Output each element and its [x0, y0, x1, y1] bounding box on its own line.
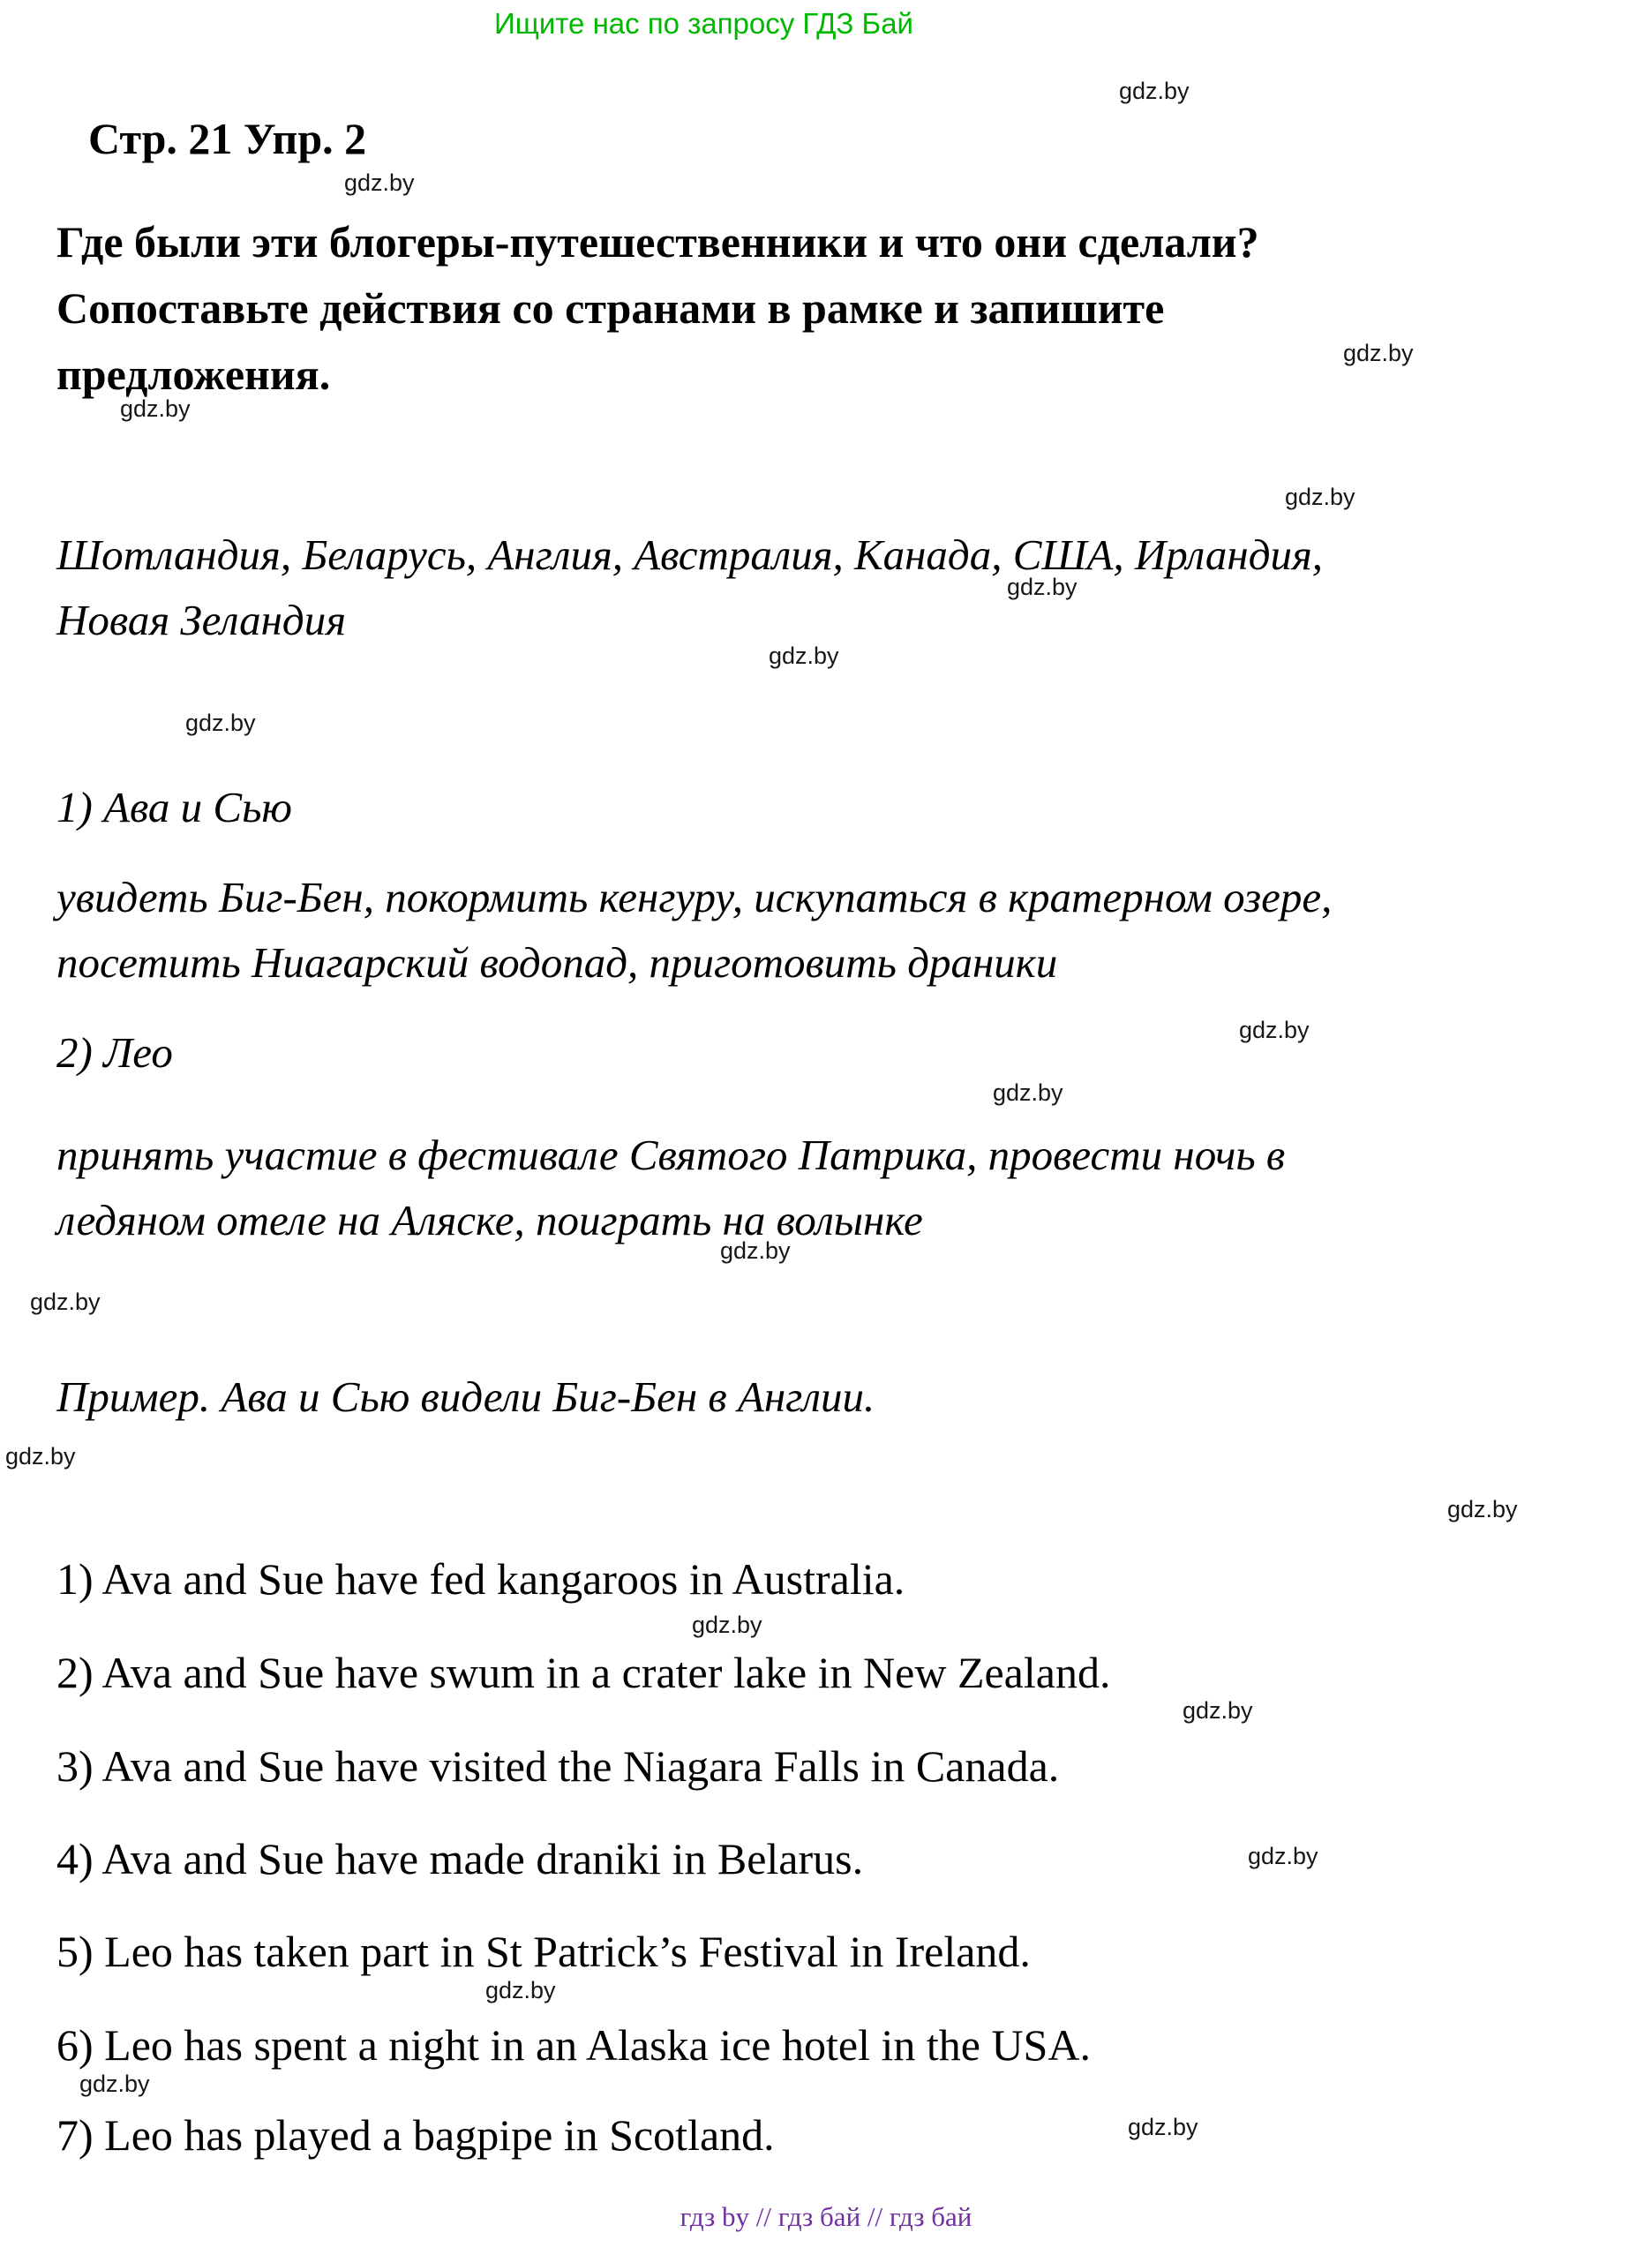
blogger2-actions-line: принять участие в фестивале Святого Патрика, провести ночь в [56, 1131, 1286, 1179]
gdz-watermark: gdz.by [79, 2071, 150, 2097]
gdz-watermark: gdz.by [1128, 2114, 1198, 2140]
gdz-watermark: gdz.by [1248, 1843, 1318, 1869]
gdz-watermark: gdz.by [692, 1612, 762, 1638]
gdz-watermark: gdz.by [720, 1237, 791, 1264]
blogger1-actions-line: увидеть Биг-Бен, покормить кенгуру, искупаться в кратерном озере, [56, 873, 1333, 921]
blogger1-actions [56, 865, 1610, 996]
gdz-watermark: gdz.by [1343, 340, 1414, 366]
answer-item: 6) Leo has spent a night in an Alaska ice hotel in the USA. [56, 2020, 1091, 2070]
blogger2-actions [56, 1123, 1610, 1253]
blogger1-actions-line: посетить Ниагарский водопад, приготовить драники [56, 938, 1058, 987]
answer-item: 5) Leo has taken part in St Patrick’s Festival in Ireland. [56, 1927, 1031, 1976]
countries-box [56, 522, 1610, 653]
blogger2-label: 2) Лео [56, 1028, 173, 1077]
gdz-watermark: gdz.by [5, 1443, 76, 1470]
gdz-watermark: gdz.by [1183, 1697, 1253, 1724]
promo-banner: Ищите нас по запросу ГДЗ Бай [494, 7, 913, 40]
gdz-watermark: gdz.by [485, 1977, 556, 2003]
gdz-watermark: gdz.by [344, 169, 415, 196]
task-description [56, 209, 1557, 408]
gdz-watermark: gdz.by [1119, 78, 1190, 104]
answer-item: 1) Ava and Sue have fed kangaroos in Australia. [56, 1554, 905, 1604]
footer-text: гдз by // гдз бай // гдз бай [680, 2201, 972, 2232]
gdz-watermark: gdz.by [185, 710, 256, 736]
task-line: предложения. [56, 350, 331, 399]
answer-item: 2) Ava and Sue have swum in a crater lake in New Zealand. [56, 1648, 1111, 1697]
blogger1-label: 1) Ава и Сью [56, 783, 292, 831]
blogger2-actions-line: ледяном отеле на Аляске, поиграть на волынке [56, 1196, 923, 1244]
gdz-watermark: gdz.by [120, 395, 191, 422]
gdz-watermark: gdz.by [30, 1289, 101, 1315]
task-line: Где были эти блогеры-путешественники и что они сделали? [56, 217, 1259, 267]
answer-item: 7) Leo has played a bagpipe in Scotland. [56, 2110, 775, 2160]
gdz-watermark: gdz.by [993, 1079, 1063, 1106]
gdz-watermark: gdz.by [1239, 1017, 1310, 1043]
task-line: Сопоставьте действия со странами в рамке и запишите [56, 283, 1165, 333]
countries-line: Шотландия, Беларусь, Англия, Австралия, Канада, США, Ирландия, [56, 530, 1324, 579]
gdz-watermark: gdz.by [1285, 484, 1355, 510]
answer-item: 3) Ava and Sue have visited the Niagara Falls in Canada. [56, 1741, 1060, 1791]
answer-item: 4) Ava and Sue have made draniki in Belarus. [56, 1834, 864, 1883]
example-sentence: Пример. Ава и Сью видели Биг-Бен в Англии. [56, 1372, 875, 1421]
countries-line: Новая Зеландия [56, 596, 346, 644]
gdz-watermark: gdz.by [1007, 574, 1078, 600]
gdz-watermark: gdz.by [769, 643, 839, 669]
page-title: Стр. 21 Упр. 2 [88, 114, 367, 163]
gdz-watermark: gdz.by [1447, 1496, 1518, 1522]
